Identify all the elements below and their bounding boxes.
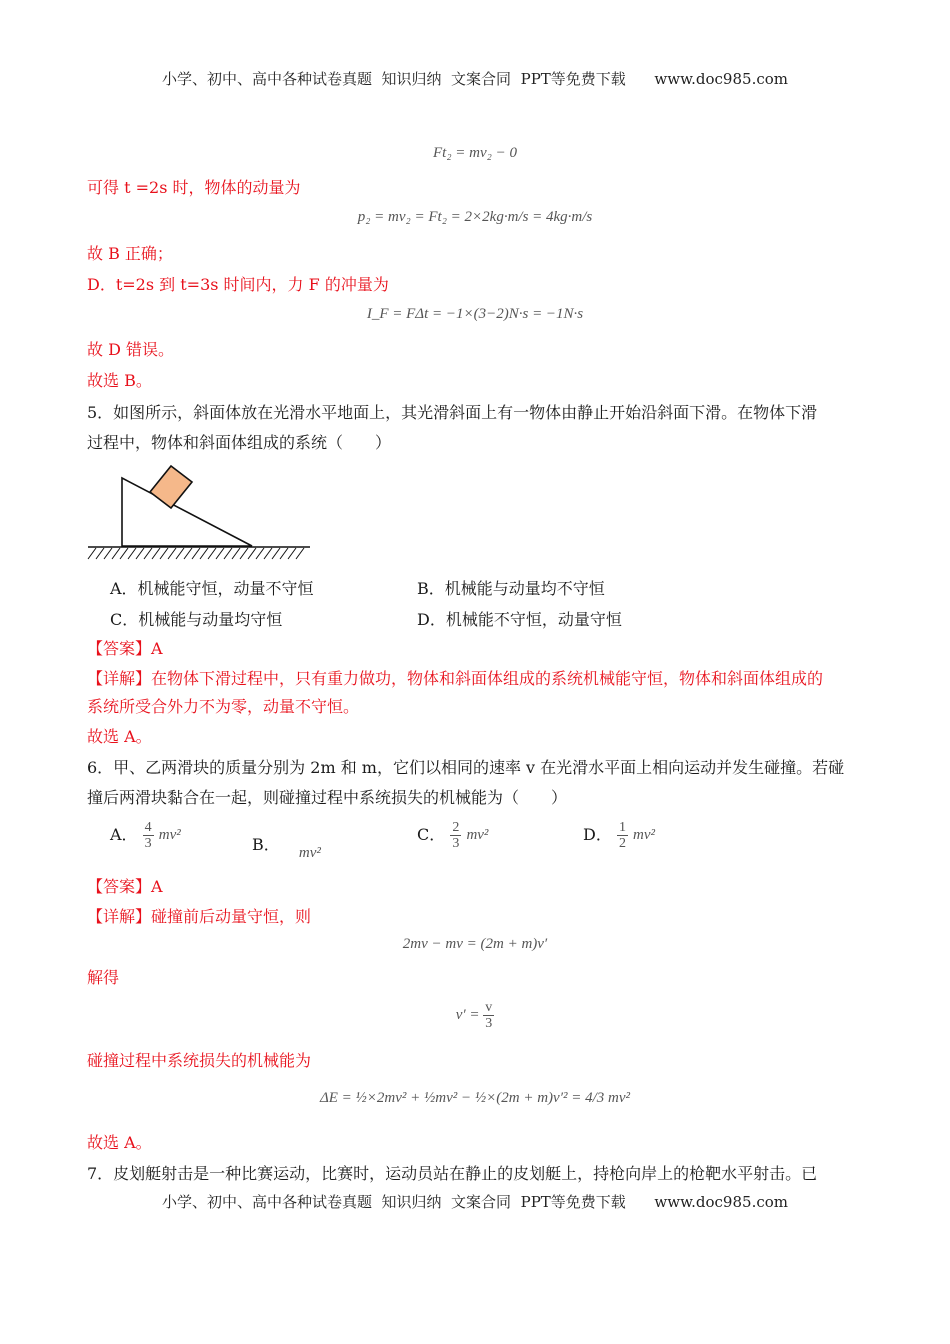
question-5-stem: 过程中，物体和斜面体组成的系统（ ） [87, 433, 392, 452]
q5-option-d: D．机械能不守恒，动量守恒 [417, 610, 622, 629]
text-line: 故 B 正确； [87, 244, 173, 263]
option-label: A． [110, 825, 138, 844]
q6-option-a [110, 820, 181, 851]
q5-option-b: B．机械能与动量均不守恒 [417, 579, 605, 598]
equation-momentum-value: p₂ = mv₂ = Ft₂ = 2×2kg·m/s = 4kg·m/s [357, 209, 593, 225]
mv-squared: mv² [158, 827, 181, 843]
q5-option-a: A．机械能守恒，动量不守恒 [110, 579, 314, 598]
equation-energy-loss: ΔE = ½×2mv² + ½mv² − ½×(2m + m)v′² = 4/3 mv² [319, 1090, 631, 1106]
equation-momentum-conservation: 2mv − mv = (2m + m)v′ [402, 936, 548, 952]
question-5-stem: 5．如图所示，斜面体放在光滑水平地面上，其光滑斜面上有一物体由静止开始沿斜面下滑。在物体下滑 [87, 403, 818, 422]
option-label: C． [417, 825, 446, 844]
fraction: $\frac{v}{3}$ [485, 1000, 493, 1031]
answer-value: A [151, 877, 163, 896]
answer-value: A [151, 639, 163, 658]
answer-label: 【答案】 [87, 877, 152, 896]
mv-squared: mv² [633, 827, 656, 843]
fraction: $\frac{1}{2}$ [618, 820, 626, 851]
q5-choose: 故选 A。 [87, 727, 152, 746]
detail-text: 在物体下滑过程中，只有重力做功，物体和斜面体组成的系统机械能守恒，物体和斜面体组成的 [151, 669, 824, 688]
fraction: $\frac{2}{3}$ [452, 820, 460, 851]
mv-squared: mv² [298, 845, 321, 861]
q6-option-c [417, 820, 488, 851]
incline-figure [84, 462, 314, 562]
q6-option-b [252, 832, 321, 861]
page-footer: 小学、初中、高中各种试卷真题 知识归纳 文案合同 PPT等免费下载 www.doc985.com [161, 1193, 788, 1211]
option-label: D． [583, 825, 612, 844]
option-label: B． [252, 835, 280, 854]
text-line: 故 D 错误。 [87, 340, 175, 359]
page-header: 小学、初中、高中各种试卷真题 知识归纳 文案合同 PPT等免费下载 www.doc985.com [161, 70, 788, 88]
question-7-stem: 7．皮划艇射击是一种比赛运动，比赛时，运动员站在静止的皮划艇上，持枪向岸上的枪靶水平射击。已 [87, 1164, 818, 1183]
equation-momentum-theorem: Ft₂ = mv₂ − 0 [433, 145, 517, 161]
q6-option-d [583, 820, 655, 851]
ground-hatching [88, 548, 304, 559]
sliding-block [150, 466, 192, 508]
equation-final-velocity: v′ = $\frac{v}{3}$ [455, 1000, 493, 1031]
mv-squared: mv² [466, 827, 489, 843]
q6-answer [87, 876, 862, 898]
text-line: D．t=2s 到 t=3s 时间内，力 F 的冲量为 [87, 275, 389, 294]
q5-detail [87, 668, 862, 690]
question-6-stem: 6．甲、乙两滑块的质量分别为 2m 和 m，它们以相同的速率 v 在光滑水平面上相向运动并发生碰撞。若碰 [87, 758, 845, 777]
q5-answer [87, 638, 862, 660]
detail-label: 【详解】 [87, 907, 152, 926]
text-line: 故选 B。 [87, 371, 152, 390]
text-line: 解得 [87, 968, 120, 987]
q5-detail-cont: 系统所受合外力不为零，动量不守恒。 [87, 697, 360, 716]
fraction: $\frac{4}{3}$ [144, 820, 152, 851]
text-line: 碰撞过程中系统损失的机械能为 [87, 1051, 312, 1070]
q6-detail [87, 906, 862, 928]
equation-impulse: I_F = FΔt = −1×(3−2)N·s = −1N·s [366, 306, 584, 322]
answer-label: 【答案】 [87, 639, 152, 658]
detail-label: 【详解】 [87, 669, 152, 688]
text-line: 可得 t =2s 时，物体的动量为 [87, 178, 301, 197]
detail-text: 碰撞前后动量守恒，则 [151, 907, 312, 926]
q5-option-c: C．机械能与动量均守恒 [110, 610, 283, 629]
q6-choose: 故选 A。 [87, 1133, 152, 1152]
question-6-stem: 撞后两滑块黏合在一起，则碰撞过程中系统损失的机械能为（ ） [87, 788, 568, 807]
